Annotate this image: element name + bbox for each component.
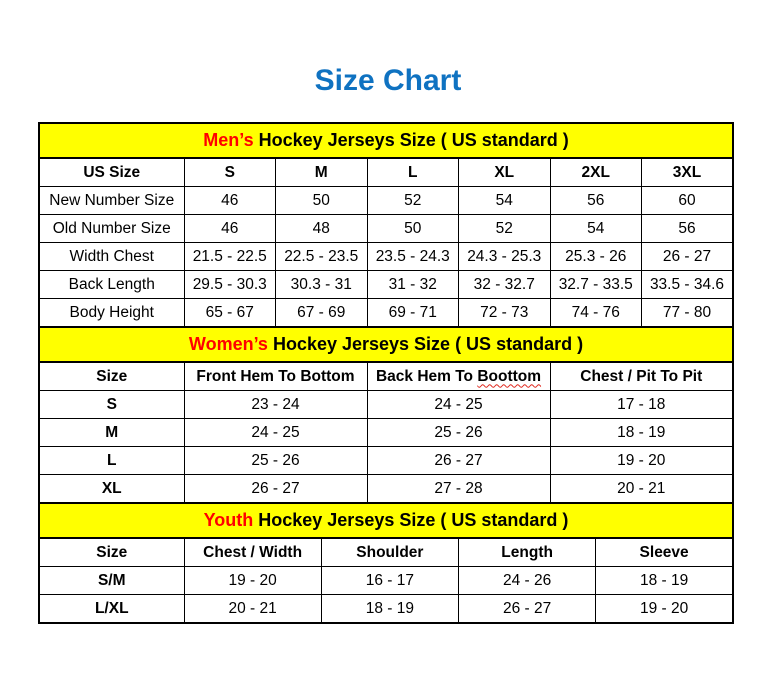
table-row xyxy=(39,595,733,624)
youth-band-rest: Hockey Jerseys Size ( US standard ) xyxy=(253,510,569,530)
mens-band-rest: Hockey Jerseys Size ( US standard ) xyxy=(253,130,569,150)
table-cell: 32 - 32.7 xyxy=(459,271,551,299)
table-cell: 26 - 27 xyxy=(459,595,596,624)
table-cell: 54 xyxy=(459,187,551,215)
table-cell: 18 - 19 xyxy=(596,567,733,595)
table-row xyxy=(39,215,733,243)
table-cell: 24.3 - 25.3 xyxy=(459,243,551,271)
table-cell: 25.3 - 26 xyxy=(550,243,642,271)
table-cell: 48 xyxy=(276,215,368,243)
womens-band-rest: Hockey Jerseys Size ( US standard ) xyxy=(267,334,584,354)
column-header: Chest / Pit To Pit xyxy=(550,362,733,391)
column-header: 2XL xyxy=(550,158,642,187)
column-header: XL xyxy=(459,158,551,187)
row-label: Old Number Size xyxy=(39,215,184,243)
womens-band-highlight: Women’s xyxy=(188,334,268,354)
table-cell: 19 - 20 xyxy=(596,595,733,624)
table-row xyxy=(39,243,733,271)
table-row xyxy=(39,299,733,328)
table-cell: 50 xyxy=(276,187,368,215)
row-label: Back Length xyxy=(39,271,184,299)
row-label: XL xyxy=(39,475,184,504)
table-cell: 25 - 26 xyxy=(184,447,367,475)
womens-band-row xyxy=(39,327,733,362)
table-cell: 46 xyxy=(184,215,276,243)
table-row xyxy=(39,447,733,475)
column-header: Length xyxy=(459,538,596,567)
column-header: Sleeve xyxy=(596,538,733,567)
table-cell: 69 - 71 xyxy=(367,299,459,328)
table-cell: 25 - 26 xyxy=(367,419,550,447)
column-header: Size xyxy=(39,538,184,567)
misspelled-word-spellcheck: Boottom xyxy=(477,367,542,385)
table-cell: 29.5 - 30.3 xyxy=(184,271,276,299)
youth-band-row xyxy=(39,503,733,538)
row-label: S xyxy=(39,391,184,419)
table-cell: 23 - 24 xyxy=(184,391,367,419)
table-cell: 23.5 - 24.3 xyxy=(367,243,459,271)
column-header: 3XL xyxy=(642,158,734,187)
mens-band-row xyxy=(39,123,733,158)
table-cell: 16 - 17 xyxy=(321,567,458,595)
column-header: L xyxy=(367,158,459,187)
table-cell: 22.5 - 23.5 xyxy=(276,243,368,271)
column-header: US Size xyxy=(39,158,184,187)
table-cell: 54 xyxy=(550,215,642,243)
table-cell: 17 - 18 xyxy=(550,391,733,419)
table-cell: 18 - 19 xyxy=(321,595,458,624)
youth-band-highlight: Youth xyxy=(203,510,254,530)
mens-size-table xyxy=(38,122,734,328)
table-cell: 60 xyxy=(642,187,734,215)
table-cell: 20 - 21 xyxy=(550,475,733,504)
row-label: M xyxy=(39,419,184,447)
mens-section-band xyxy=(39,123,733,158)
table-cell: 24 - 25 xyxy=(367,391,550,419)
column-header-misspelled xyxy=(367,362,550,391)
mens-band-highlight: Men’s xyxy=(203,130,254,150)
table-row xyxy=(39,567,733,595)
row-label: L/XL xyxy=(39,595,184,624)
table-cell: 24 - 26 xyxy=(459,567,596,595)
table-cell: 24 - 25 xyxy=(184,419,367,447)
misspelled-header-prefix: Back Hem To xyxy=(375,367,478,385)
mens-header-row xyxy=(39,158,733,187)
row-label: Body Height xyxy=(39,299,184,328)
size-chart xyxy=(38,122,734,624)
table-cell: 65 - 67 xyxy=(184,299,276,328)
table-cell: 26 - 27 xyxy=(184,475,367,504)
table-row xyxy=(39,475,733,504)
table-row xyxy=(39,419,733,447)
table-cell: 19 - 20 xyxy=(550,447,733,475)
table-cell: 21.5 - 22.5 xyxy=(184,243,276,271)
table-cell: 30.3 - 31 xyxy=(276,271,368,299)
column-header: Chest / Width xyxy=(184,538,321,567)
table-cell: 27 - 28 xyxy=(367,475,550,504)
table-cell: 56 xyxy=(550,187,642,215)
youth-section-band xyxy=(39,503,733,538)
column-header: Front Hem To Bottom xyxy=(184,362,367,391)
table-cell: 33.5 - 34.6 xyxy=(642,271,734,299)
womens-section-band xyxy=(39,327,733,362)
page-title: Size Chart xyxy=(314,64,462,97)
table-cell: 74 - 76 xyxy=(550,299,642,328)
womens-size-table xyxy=(38,326,734,504)
table-cell: 26 - 27 xyxy=(642,243,734,271)
table-cell: 26 - 27 xyxy=(367,447,550,475)
column-header: Shoulder xyxy=(321,538,458,567)
row-label: New Number Size xyxy=(39,187,184,215)
youth-size-table xyxy=(38,502,734,624)
row-label: Width Chest xyxy=(39,243,184,271)
womens-header-row xyxy=(39,362,733,391)
table-row xyxy=(39,187,733,215)
column-header: M xyxy=(276,158,368,187)
column-header: Size xyxy=(39,362,184,391)
table-cell: 56 xyxy=(642,215,734,243)
table-cell: 77 - 80 xyxy=(642,299,734,328)
table-cell: 46 xyxy=(184,187,276,215)
table-cell: 19 - 20 xyxy=(184,567,321,595)
table-cell: 31 - 32 xyxy=(367,271,459,299)
table-cell: 18 - 19 xyxy=(550,419,733,447)
table-cell: 72 - 73 xyxy=(459,299,551,328)
table-cell: 32.7 - 33.5 xyxy=(550,271,642,299)
table-row xyxy=(39,271,733,299)
table-cell: 52 xyxy=(367,187,459,215)
table-cell: 50 xyxy=(367,215,459,243)
table-cell: 52 xyxy=(459,215,551,243)
column-header: S xyxy=(184,158,276,187)
table-row xyxy=(39,391,733,419)
row-label: S/M xyxy=(39,567,184,595)
youth-header-row xyxy=(39,538,733,567)
table-cell: 67 - 69 xyxy=(276,299,368,328)
table-cell: 20 - 21 xyxy=(184,595,321,624)
row-label: L xyxy=(39,447,184,475)
